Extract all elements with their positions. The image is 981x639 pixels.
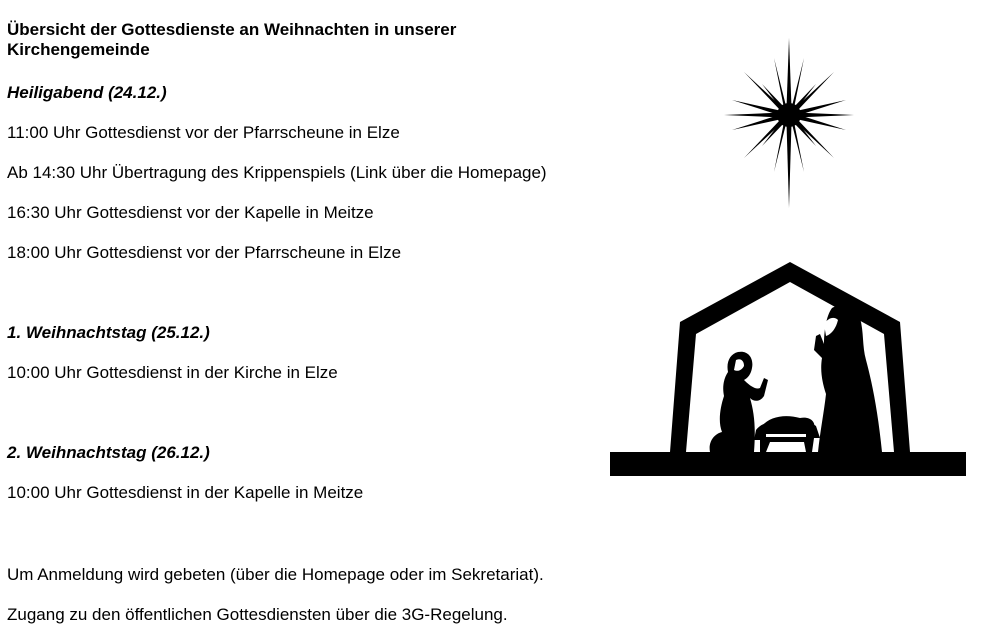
registration-note: Um Anmeldung wird gebeten (über die Homepage oder im Sekretariat).	[7, 565, 544, 584]
service-item: 10:00 Uhr Gottesdienst in der Kapelle in Meitze	[7, 483, 364, 502]
access-note: Zugang zu den öffentlichen Gottesdiensten über die 3G-Regelung.	[7, 605, 508, 624]
service-item: 10:00 Uhr Gottesdienst in der Kirche in Elze	[7, 363, 338, 382]
text-column	[7, 20, 607, 624]
nativity-scene-icon	[610, 262, 966, 476]
section-heading-weihnachtstag-1: 1. Weihnachtstag (25.12.)	[7, 323, 210, 342]
service-item: Ab 14:30 Uhr Übertragung des Krippenspiels (Link über die Homepage)	[7, 163, 547, 182]
service-item: 11:00 Uhr Gottesdienst vor der Pfarrscheune in Elze	[7, 123, 400, 142]
section-heading-heiligabend: Heiligabend (24.12.)	[7, 83, 167, 102]
service-item: 16:30 Uhr Gottesdienst vor der Kapelle in Meitze	[7, 203, 374, 222]
section-heading-weihnachtstag-2: 2. Weihnachtstag (26.12.)	[7, 443, 210, 462]
service-item: 18:00 Uhr Gottesdienst vor der Pfarrscheune in Elze	[7, 243, 402, 262]
page-title: Übersicht der Gottesdienste an Weihnachten in unserer Kirchengemeinde	[7, 20, 457, 59]
star-of-bethlehem-icon	[724, 38, 854, 208]
